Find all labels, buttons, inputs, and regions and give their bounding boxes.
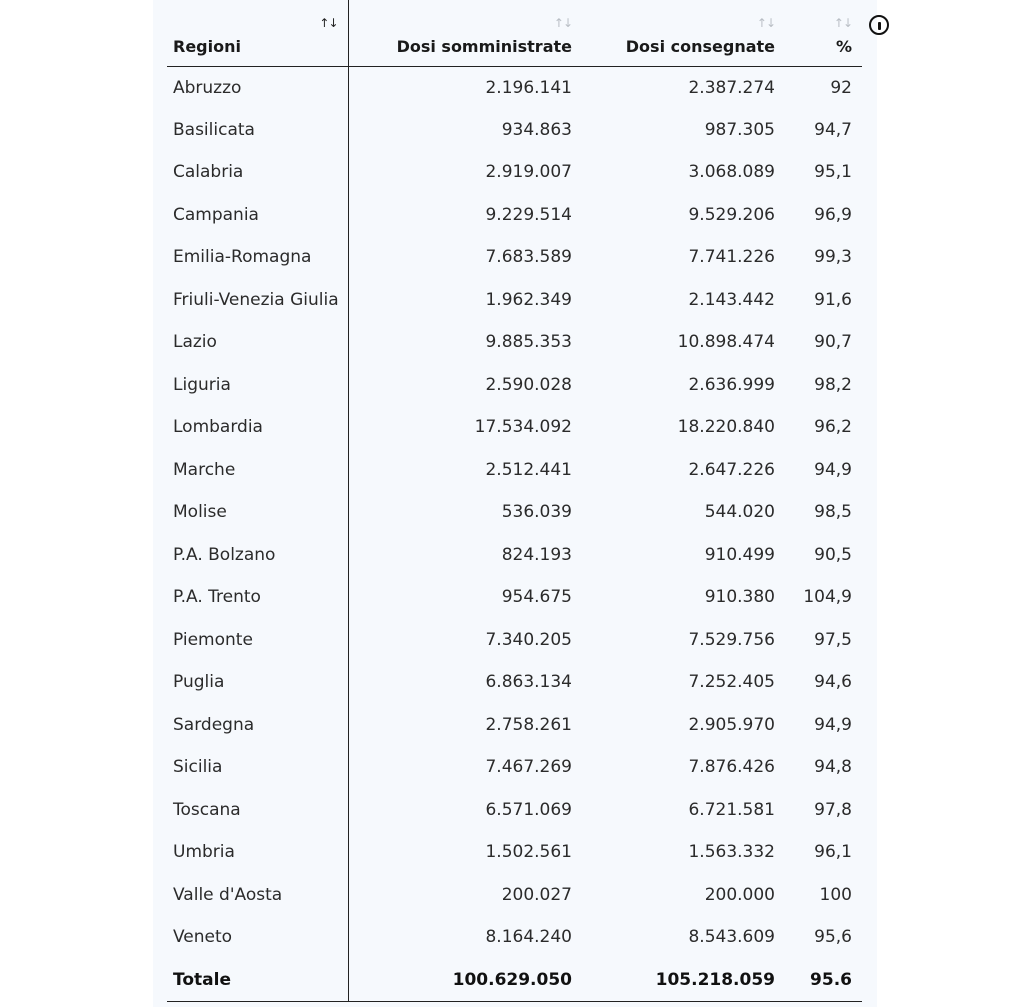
info-icon-glyph — [878, 22, 881, 30]
table-row — [167, 661, 862, 704]
cell-region: Marche — [167, 449, 348, 492]
cell-dosi-somministrate: 7.340.205 — [485, 629, 572, 650]
cell-dosi-consegnate: 200.000 — [704, 884, 775, 905]
cell-dosi-somministrate: 200.027 — [501, 884, 572, 905]
cell-dosi-consegnate: 9.529.206 — [688, 204, 775, 225]
cell-dosi-somministrate: 6.863.134 — [485, 672, 572, 693]
cell-dosi-consegnate: 2.387.274 — [688, 77, 775, 98]
table-row — [167, 534, 862, 577]
cell-region: Lombardia — [167, 406, 348, 449]
cell-percent: 96,1 — [814, 842, 852, 863]
sort-percent-icon[interactable]: ↑↓ — [833, 16, 852, 30]
column-header-dosi-somministrate[interactable] — [348, 0, 582, 66]
cell-region: Totale — [167, 959, 348, 1002]
cell-percent: 94,8 — [814, 757, 852, 778]
cell-dosi-consegnate: 2.905.970 — [688, 714, 775, 735]
cell-dosi-consegnate: 987.305 — [704, 119, 775, 140]
cell-dosi-somministrate: 2.758.261 — [485, 714, 572, 735]
cell-region: Emilia-Romagna — [167, 236, 348, 279]
column-header-label: Dosi somministrate — [396, 36, 572, 56]
cell-dosi-somministrate: 8.164.240 — [485, 927, 572, 948]
cell-dosi-consegnate: 7.529.756 — [688, 629, 775, 650]
cell-region: Friuli-Venezia Giulia — [167, 279, 348, 322]
cell-dosi-consegnate: 7.741.226 — [688, 247, 775, 268]
cell-region: Puglia — [167, 661, 348, 704]
cell-region: P.A. Bolzano — [167, 534, 348, 577]
table-header-row — [167, 0, 862, 66]
cell-percent: 90,7 — [814, 332, 852, 353]
cell-region: Basilicata — [167, 109, 348, 152]
cell-dosi-consegnate: 1.563.332 — [688, 842, 775, 863]
cell-region: Veneto — [167, 916, 348, 959]
table-row — [167, 704, 862, 747]
cell-region: Toscana — [167, 789, 348, 832]
table-row — [167, 151, 862, 194]
table-row — [167, 279, 862, 322]
table-row — [167, 66, 862, 109]
cell-percent: 94,7 — [814, 119, 852, 140]
cell-percent: 96,9 — [814, 204, 852, 225]
cell-dosi-consegnate: 2.647.226 — [688, 459, 775, 480]
table-row — [167, 449, 862, 492]
cell-region: Umbria — [167, 831, 348, 874]
cell-dosi-consegnate: 105.218.059 — [582, 959, 785, 1002]
cell-dosi-consegnate: 7.252.405 — [688, 672, 775, 693]
table-row — [167, 321, 862, 364]
cell-dosi-somministrate: 2.590.028 — [485, 374, 572, 395]
cell-dosi-somministrate: 2.919.007 — [485, 162, 572, 183]
table-row — [167, 916, 862, 959]
cell-percent: 91,6 — [814, 289, 852, 310]
cell-percent: 96,2 — [814, 417, 852, 438]
table-row — [167, 364, 862, 407]
table-row — [167, 746, 862, 789]
cell-dosi-somministrate: 17.534.092 — [474, 417, 572, 438]
cell-dosi-consegnate: 10.898.474 — [677, 332, 775, 353]
cell-dosi-somministrate: 2.196.141 — [485, 77, 572, 98]
table-row — [167, 619, 862, 662]
cell-percent: 94,9 — [814, 459, 852, 480]
cell-region: Molise — [167, 491, 348, 534]
cell-dosi-somministrate: 934.863 — [501, 119, 572, 140]
cell-percent: 94,6 — [814, 672, 852, 693]
cell-region: Campania — [167, 194, 348, 237]
table-row — [167, 874, 862, 917]
cell-percent: 95,6 — [814, 927, 852, 948]
cell-percent: 100 — [819, 884, 852, 905]
cell-dosi-somministrate: 954.675 — [501, 587, 572, 608]
table-total-row — [167, 959, 862, 1002]
cell-dosi-consegnate: 2.143.442 — [688, 289, 775, 310]
cell-region: Abruzzo — [167, 66, 348, 109]
cell-percent: 92 — [830, 77, 852, 98]
cell-percent: 98,5 — [814, 502, 852, 523]
sort-regioni-icon[interactable]: ↑↓ — [319, 16, 338, 30]
table-row — [167, 491, 862, 534]
table-row — [167, 406, 862, 449]
cell-dosi-somministrate: 6.571.069 — [485, 799, 572, 820]
table-row — [167, 789, 862, 832]
cell-dosi-somministrate: 536.039 — [501, 502, 572, 523]
cell-dosi-consegnate: 6.721.581 — [688, 799, 775, 820]
cell-dosi-consegnate: 3.068.089 — [688, 162, 775, 183]
table-row — [167, 109, 862, 152]
cell-dosi-consegnate: 2.636.999 — [688, 374, 775, 395]
cell-dosi-somministrate: 1.962.349 — [485, 289, 572, 310]
cell-dosi-somministrate: 7.683.589 — [485, 247, 572, 268]
sort-dosi-consegnate-icon[interactable]: ↑↓ — [756, 16, 775, 30]
cell-dosi-consegnate: 7.876.426 — [688, 757, 775, 778]
column-header-percent[interactable] — [785, 0, 862, 66]
cell-dosi-consegnate: 8.543.609 — [688, 927, 775, 948]
table-row — [167, 576, 862, 619]
table-row — [167, 831, 862, 874]
cell-percent: 94,9 — [814, 714, 852, 735]
cell-percent: 90,5 — [814, 544, 852, 565]
table-row — [167, 194, 862, 237]
cell-region: Liguria — [167, 364, 348, 407]
vaccine-doses-table — [167, 0, 862, 1002]
cell-dosi-somministrate: 1.502.561 — [485, 842, 572, 863]
sort-dosi-somministrate-icon[interactable]: ↑↓ — [553, 16, 572, 30]
column-header-label: Regioni — [173, 36, 241, 56]
cell-region: Calabria — [167, 151, 348, 194]
cell-dosi-somministrate: 824.193 — [501, 544, 572, 565]
cell-percent: 98,2 — [814, 374, 852, 395]
cell-region: P.A. Trento — [167, 576, 348, 619]
cell-dosi-somministrate: 7.467.269 — [485, 757, 572, 778]
info-icon[interactable] — [869, 15, 889, 35]
cell-dosi-somministrate: 9.885.353 — [485, 332, 572, 353]
cell-percent: 97,5 — [814, 629, 852, 650]
cell-dosi-consegnate: 910.380 — [704, 587, 775, 608]
cell-dosi-somministrate: 2.512.441 — [485, 459, 572, 480]
cell-region: Valle d'Aosta — [167, 874, 348, 917]
cell-region: Piemonte — [167, 619, 348, 662]
cell-dosi-consegnate: 910.499 — [704, 544, 775, 565]
column-header-label: % — [835, 36, 852, 56]
cell-percent: 95,1 — [814, 162, 852, 183]
table-body — [167, 66, 862, 1001]
table-row — [167, 236, 862, 279]
cell-percent: 97,8 — [814, 799, 852, 820]
column-header-regioni[interactable] — [167, 0, 348, 66]
cell-percent: 99,3 — [814, 247, 852, 268]
cell-dosi-somministrate: 9.229.514 — [485, 204, 572, 225]
column-header-label: Dosi consegnate — [625, 36, 775, 56]
cell-region: Sicilia — [167, 746, 348, 789]
cell-region: Lazio — [167, 321, 348, 364]
column-header-dosi-consegnate[interactable] — [582, 0, 785, 66]
cell-region: Sardegna — [167, 704, 348, 747]
cell-percent: 104,9 — [803, 587, 852, 608]
cell-dosi-consegnate: 18.220.840 — [677, 417, 775, 438]
cell-dosi-consegnate: 544.020 — [704, 502, 775, 523]
cell-dosi-somministrate: 100.629.050 — [348, 959, 582, 1002]
cell-percent: 95.6 — [785, 959, 862, 1002]
